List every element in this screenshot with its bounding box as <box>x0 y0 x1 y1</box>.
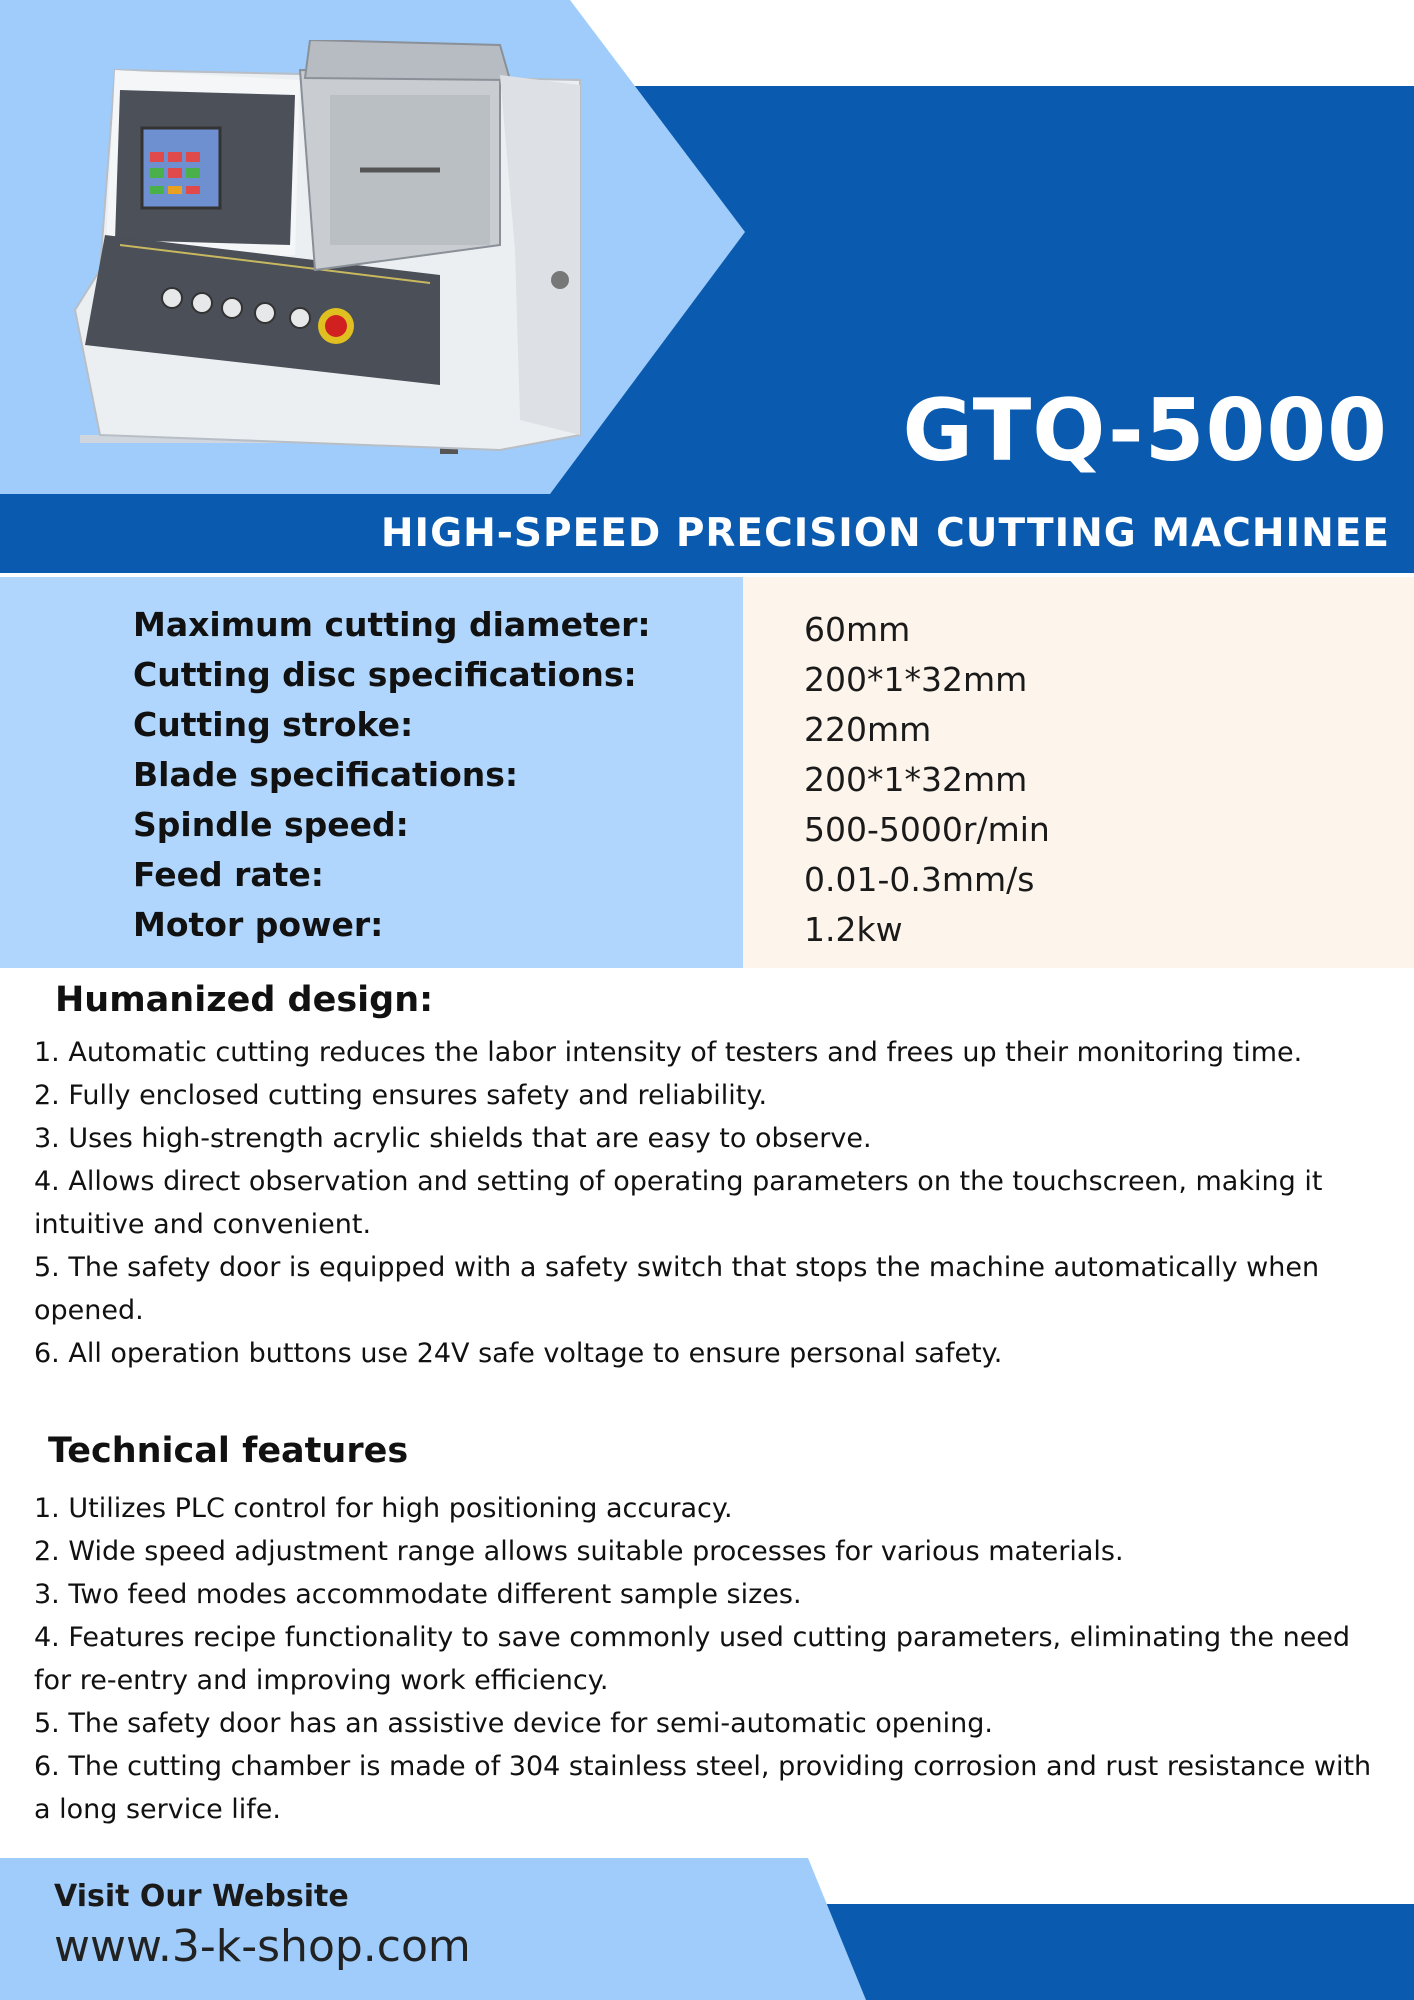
spec-label: Feed rate: <box>133 855 324 894</box>
visit-website-label: Visit Our Website <box>54 1879 349 1914</box>
spec-value: 1.2kw <box>804 910 903 949</box>
website-url-link[interactable]: www.3-k-shop.com <box>54 1921 471 1972</box>
product-model: GTQ-5000 <box>902 381 1388 481</box>
spec-label: Spindle speed: <box>133 805 409 844</box>
list-item: 2. Fully enclosed cutting ensures safety and reliability. <box>34 1080 768 1111</box>
spec-value: 200*1*32mm <box>804 760 1028 799</box>
spec-label: Blade specifications: <box>133 755 519 794</box>
technical-features-list <box>34 1487 1394 1831</box>
list-item: 4. Features recipe functionality to save commonly used cutting parameters, eliminating the need for re-entry and improving work efficiency. <box>34 1622 1351 1696</box>
footer-dark-band <box>820 1904 1414 2000</box>
product-subtitle: HIGH-SPEED PRECISION CUTTING MACHINEE <box>380 511 1390 556</box>
spec-value: 0.01-0.3mm/s <box>804 860 1035 899</box>
list-item: 3. Two feed modes accommodate different sample sizes. <box>34 1579 802 1610</box>
spec-label: Cutting disc specifications: <box>133 655 637 694</box>
humanized-design-heading: Humanized design: <box>55 980 434 1020</box>
spec-label: Motor power: <box>133 905 384 944</box>
spec-label: Maximum cutting diameter: <box>133 605 651 644</box>
list-item: 6. The cutting chamber is made of 304 stainless steel, providing corrosion and rust resistance with a long service life. <box>34 1751 1372 1825</box>
spec-value-column <box>804 605 1384 955</box>
list-item: 5. The safety door has an assistive device for semi-automatic opening. <box>34 1708 993 1739</box>
spec-value: 220mm <box>804 710 932 749</box>
spec-label: Cutting stroke: <box>133 705 414 744</box>
list-item: 3. Uses high-strength acrylic shields that are easy to observe. <box>34 1123 872 1154</box>
cutting-machine-image <box>60 40 620 490</box>
spec-value: 60mm <box>804 610 911 649</box>
technical-features-heading: Technical features <box>48 1431 409 1471</box>
list-item: 1. Utilizes PLC control for high positioning accuracy. <box>34 1493 733 1524</box>
humanized-design-list <box>34 1031 1394 1375</box>
list-item: 1. Automatic cutting reduces the labor intensity of testers and frees up their monitoring time. <box>34 1037 1303 1068</box>
spec-label-column <box>133 600 733 950</box>
list-item: 6. All operation buttons use 24V safe voltage to ensure personal safety. <box>34 1338 1003 1369</box>
spec-value: 200*1*32mm <box>804 660 1028 699</box>
list-item: 2. Wide speed adjustment range allows suitable processes for various materials. <box>34 1536 1124 1567</box>
list-item: 4. Allows direct observation and setting of operating parameters on the touchscreen, making it intuitive and convenient. <box>34 1166 1323 1240</box>
spec-value: 500-5000r/min <box>804 810 1050 849</box>
list-item: 5. The safety door is equipped with a safety switch that stops the machine automatically when opened. <box>34 1252 1320 1326</box>
